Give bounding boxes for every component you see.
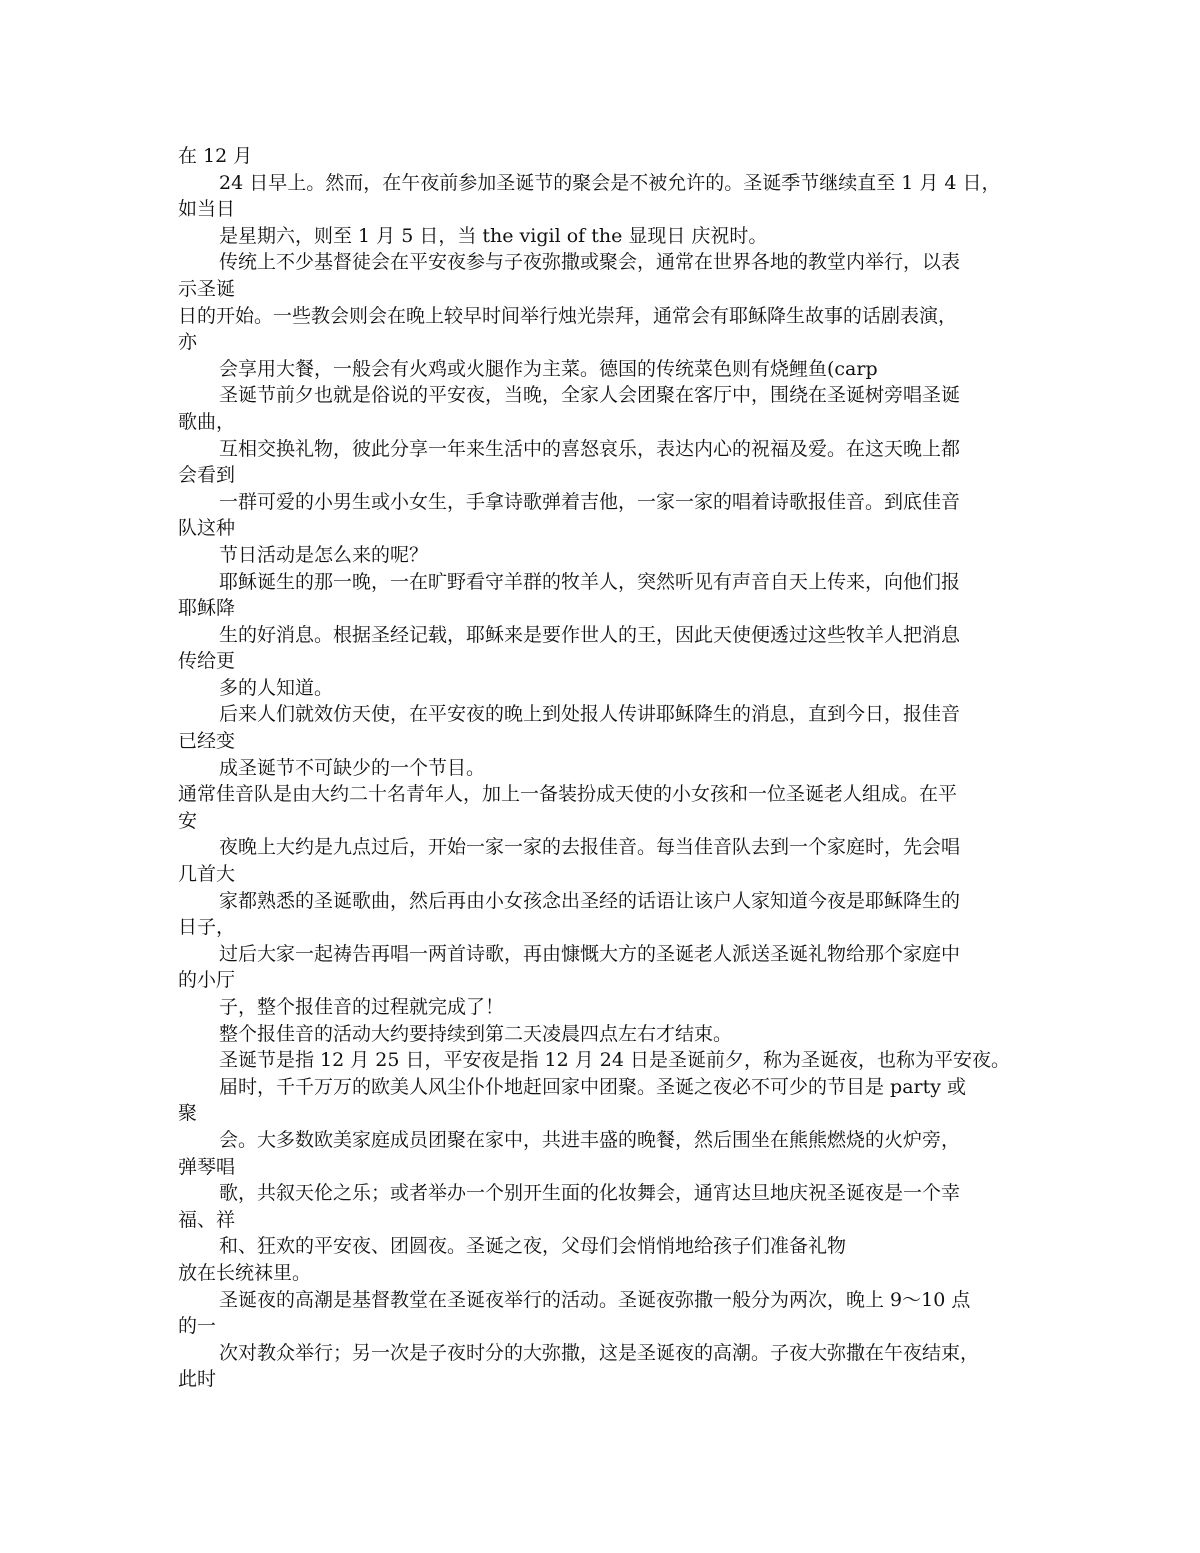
text-line: 24 日早上。然而，在午夜前参加圣诞节的聚会是不被允许的。圣诞季节继续直至 1 月 4 日， — [219, 171, 1001, 194]
text-line: 会。大多数欧美家庭成员团聚在家中，共进丰盛的晚餐，然后围坐在熊熊燃烧的火炉旁， — [219, 1128, 961, 1151]
text-line: 次对教众举行；另一次是子夜时分的大弥撒，这是圣诞夜的高潮。子夜大弥撒在午夜结束， — [219, 1341, 980, 1364]
text-line: 几首大 — [178, 863, 236, 886]
text-line: 队这种 — [178, 517, 236, 540]
text-line: 如当日 — [178, 198, 236, 221]
text-line: 日子， — [178, 916, 236, 939]
text-line: 整个报佳音的活动大约要持续到第二天凌晨四点左右才结束。 — [219, 1022, 733, 1045]
text-line: 耶稣诞生的那一晚，一在旷野看守羊群的牧羊人，突然听见有声音自天上传来，向他们报 — [219, 570, 961, 593]
text-line: 夜晚上大约是九点过后，开始一家一家的去报佳音。每当佳音队去到一个家庭时，先会唱 — [219, 836, 961, 859]
text-line: 弹琴唱 — [178, 1155, 236, 1178]
text-line: 歌，共叙天伦之乐；或者举办一个别开生面的化妆舞会，通宵达旦地庆祝圣诞夜是一个幸 — [219, 1182, 961, 1205]
text-line: 的小厅 — [178, 969, 236, 992]
text-line: 子，整个报佳音的过程就完成了！ — [219, 996, 505, 1018]
text-line: 传给更 — [178, 650, 236, 673]
text-line: 放在长统袜里。 — [178, 1261, 312, 1284]
text-line: 圣诞夜的高潮是基督教堂在圣诞夜举行的活动。圣诞夜弥撒一般分为两次，晚上 9～10 点 — [219, 1288, 971, 1311]
text-line: 示圣诞 — [178, 277, 236, 300]
text-line: 过后大家一起祷告再唱一两首诗歌，再由慷慨大方的圣诞老人派送圣诞礼物给那个家庭中 — [219, 942, 961, 965]
text-line: 在 12 月 — [178, 145, 253, 167]
text-line: 家都熟悉的圣诞歌曲，然后再由小女孩念出圣经的话语让该户人家知道今夜是耶稣降生的 — [219, 889, 961, 912]
text-line: 届时，千千万万的欧美人风尘仆仆地赶回家中团聚。圣诞之夜必不可少的节目是 party 或 — [219, 1075, 967, 1098]
text-line: 福、祥 — [178, 1208, 236, 1231]
text-line: 亦 — [178, 331, 198, 354]
text-line: 通常佳音队是由大约二十名青年人，加上一备装扮成天使的小女孩和一位圣诞老人组成。在平 — [178, 783, 958, 806]
text-line: 日的开始。一些教会则会在晚上较早时间举行烛光崇拜，通常会有耶稣降生故事的话剧表演， — [178, 304, 958, 327]
text-line: 聚 — [178, 1102, 198, 1125]
text-line: 是星期六，则至 1 月 5 日，当 the vigil of the 显现日 庆祝时。 — [219, 224, 768, 247]
text-line: 此时 — [178, 1368, 217, 1391]
document-body — [178, 143, 1038, 1393]
text-line: 圣诞节前夕也就是俗说的平安夜，当晚，全家人会团聚在客厅中，围绕在圣诞树旁唱圣诞 — [219, 384, 961, 407]
text-line: 传统上不少基督徒会在平安夜参与子夜弥撒或聚会，通常在世界各地的教堂内举行，以表 — [219, 251, 961, 274]
text-line: 成圣诞节不可缺少的一个节目。 — [219, 756, 486, 779]
text-line: 多的人知道。 — [219, 676, 334, 699]
text-line: 圣诞节是指 12 月 25 日，平安夜是指 12 月 24 日是圣诞前夕，称为圣诞夜，也称为平安夜。 — [219, 1049, 1011, 1072]
text-line: 后来人们就效仿天使，在平安夜的晚上到处报人传讲耶稣降生的消息，直到今日，报佳音 — [219, 703, 961, 726]
text-line: 一群可爱的小男生或小女生，手拿诗歌弹着吉他，一家一家的唱着诗歌报佳音。到底佳音 — [219, 490, 961, 513]
text-line: 互相交换礼物，彼此分享一年来生活中的喜怒哀乐，表达内心的祝福及爱。在这天晚上都 — [219, 437, 961, 460]
text-line: 的一 — [178, 1315, 217, 1338]
text-line: 会享用大餐，一般会有火鸡或火腿作为主菜。德国的传统菜色则有烧鲤鱼(carp — [219, 357, 878, 380]
text-line: 和、狂欢的平安夜、团圆夜。圣诞之夜，父母们会悄悄地给孩子们准备礼物 — [219, 1235, 847, 1258]
text-line: 歌曲， — [178, 410, 236, 433]
text-line: 已经变 — [178, 730, 236, 753]
text-line: 生的好消息。根据圣经记载，耶稣来是要作世人的王，因此天使便透过这些牧羊人把消息 — [219, 623, 961, 646]
text-line: 耶稣降 — [178, 597, 236, 620]
text-line: 安 — [178, 809, 198, 832]
text-line: 节日活动是怎么来的呢？ — [219, 543, 429, 566]
text-line: 会看到 — [178, 464, 236, 487]
